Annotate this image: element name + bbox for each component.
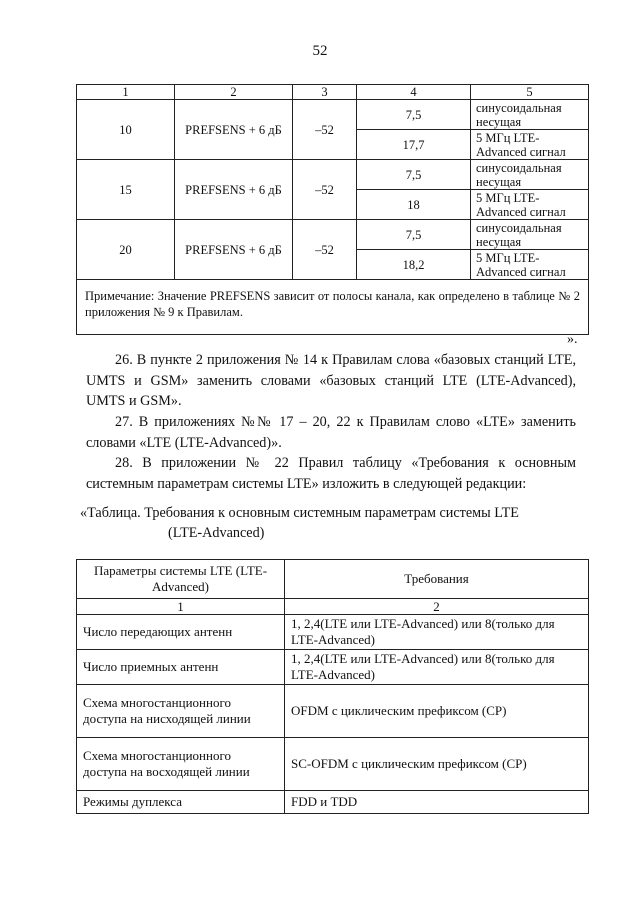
- table-note: Примечание: Значение PREFSENS зависит от полосы канала, как определено в таблице № 2 приложения № 9 к Правилам.: [77, 280, 589, 335]
- signal-type-cell: 5 МГц LTE-Advanced сигнал: [471, 190, 589, 220]
- offset-cell: 7,5: [357, 220, 471, 250]
- table-row: [77, 650, 589, 685]
- table-title-line2: (LTE-Advanced): [168, 525, 265, 541]
- parameter-cell: Число приемных антенн: [77, 650, 285, 685]
- column-number-row: [77, 599, 589, 615]
- table-row: [77, 738, 589, 791]
- table-row: [77, 685, 589, 738]
- header-cell: 5: [471, 85, 589, 100]
- requirement-cell: 1, 2,4(LTE или LTE-Advanced) или 8(только для LTE-Advanced): [285, 650, 589, 685]
- requirements-table: [76, 559, 589, 814]
- signal-type-cell: синусоидальная несущая: [471, 100, 589, 130]
- signal-type-cell: 5 МГц LTE-Advanced сигнал: [471, 130, 589, 160]
- paragraph-27: 27. В приложениях №№ 17 – 20, 22 к Правилам слово «LTE» заменить словами «LTE (LTE-Advanced)».: [86, 414, 576, 451]
- table-row: [77, 615, 589, 650]
- column-number: 1: [77, 599, 285, 615]
- column-number: 2: [285, 599, 589, 615]
- paragraph-28: 28. В приложении № 22 Правил таблицу «Требования к основным системным параметрам системы LTE» изложить в следующей редакции:: [86, 455, 576, 492]
- parameter-cell: Схема многостанционного доступа на восходящей линии: [77, 738, 285, 791]
- level-cell: –52: [293, 100, 357, 160]
- parameter-cell: Схема многостанционного доступа на нисходящей линии: [77, 685, 285, 738]
- offset-cell: 18,2: [357, 250, 471, 280]
- power-cell: PREFSENS + 6 дБ: [175, 100, 293, 160]
- table-header-row: [77, 560, 589, 599]
- bandwidth-cell: 15: [77, 160, 175, 220]
- table-row: [77, 100, 589, 130]
- header-cell: 3: [293, 85, 357, 100]
- offset-cell: 7,5: [357, 160, 471, 190]
- header-parameters: Параметры системы LTE (LTE-Advanced): [77, 560, 285, 599]
- note-row: [77, 280, 589, 335]
- bandwidth-cell: 20: [77, 220, 175, 280]
- requirement-cell: FDD и TDD: [285, 791, 589, 814]
- offset-cell: 18: [357, 190, 471, 220]
- table-row: [77, 160, 589, 190]
- signal-type-cell: синусоидальная несущая: [471, 220, 589, 250]
- header-requirements: Требования: [285, 560, 589, 599]
- offset-cell: 7,5: [357, 100, 471, 130]
- parameter-cell: Режимы дуплекса: [77, 791, 285, 814]
- requirement-cell: OFDM с циклическим префиксом (CP): [285, 685, 589, 738]
- sensitivity-table: [76, 84, 589, 335]
- power-cell: PREFSENS + 6 дБ: [175, 160, 293, 220]
- bandwidth-cell: 10: [77, 100, 175, 160]
- table-row: [77, 220, 589, 250]
- signal-type-cell: синусоидальная несущая: [471, 160, 589, 190]
- requirement-cell: SC-OFDM с циклическим префиксом (CP): [285, 738, 589, 791]
- parameter-cell: Число передающих антенн: [77, 615, 285, 650]
- power-cell: PREFSENS + 6 дБ: [175, 220, 293, 280]
- table-title-line1: «Таблица. Требования к основным системным параметрам системы LTE: [80, 505, 519, 521]
- level-cell: –52: [293, 160, 357, 220]
- signal-type-cell: 5 МГц LTE-Advanced сигнал: [471, 250, 589, 280]
- table-row: [77, 791, 589, 814]
- paragraph-26: 26. В пункте 2 приложения № 14 к Правилам слова «базовых станций LTE, UMTS и GSM» заменить словами «базовых станций LTE (LTE-Advanced), UMTS и GSM».: [86, 352, 576, 409]
- requirement-cell: 1, 2,4(LTE или LTE-Advanced) или 8(только для LTE-Advanced): [285, 615, 589, 650]
- page-number: 52: [312, 43, 328, 59]
- header-cell: 2: [175, 85, 293, 100]
- header-cell: 4: [357, 85, 471, 100]
- closing-quote: ».: [567, 332, 578, 347]
- offset-cell: 17,7: [357, 130, 471, 160]
- level-cell: –52: [293, 220, 357, 280]
- header-cell: 1: [77, 85, 175, 100]
- table-title: [80, 503, 580, 543]
- table-header-row: [77, 85, 589, 100]
